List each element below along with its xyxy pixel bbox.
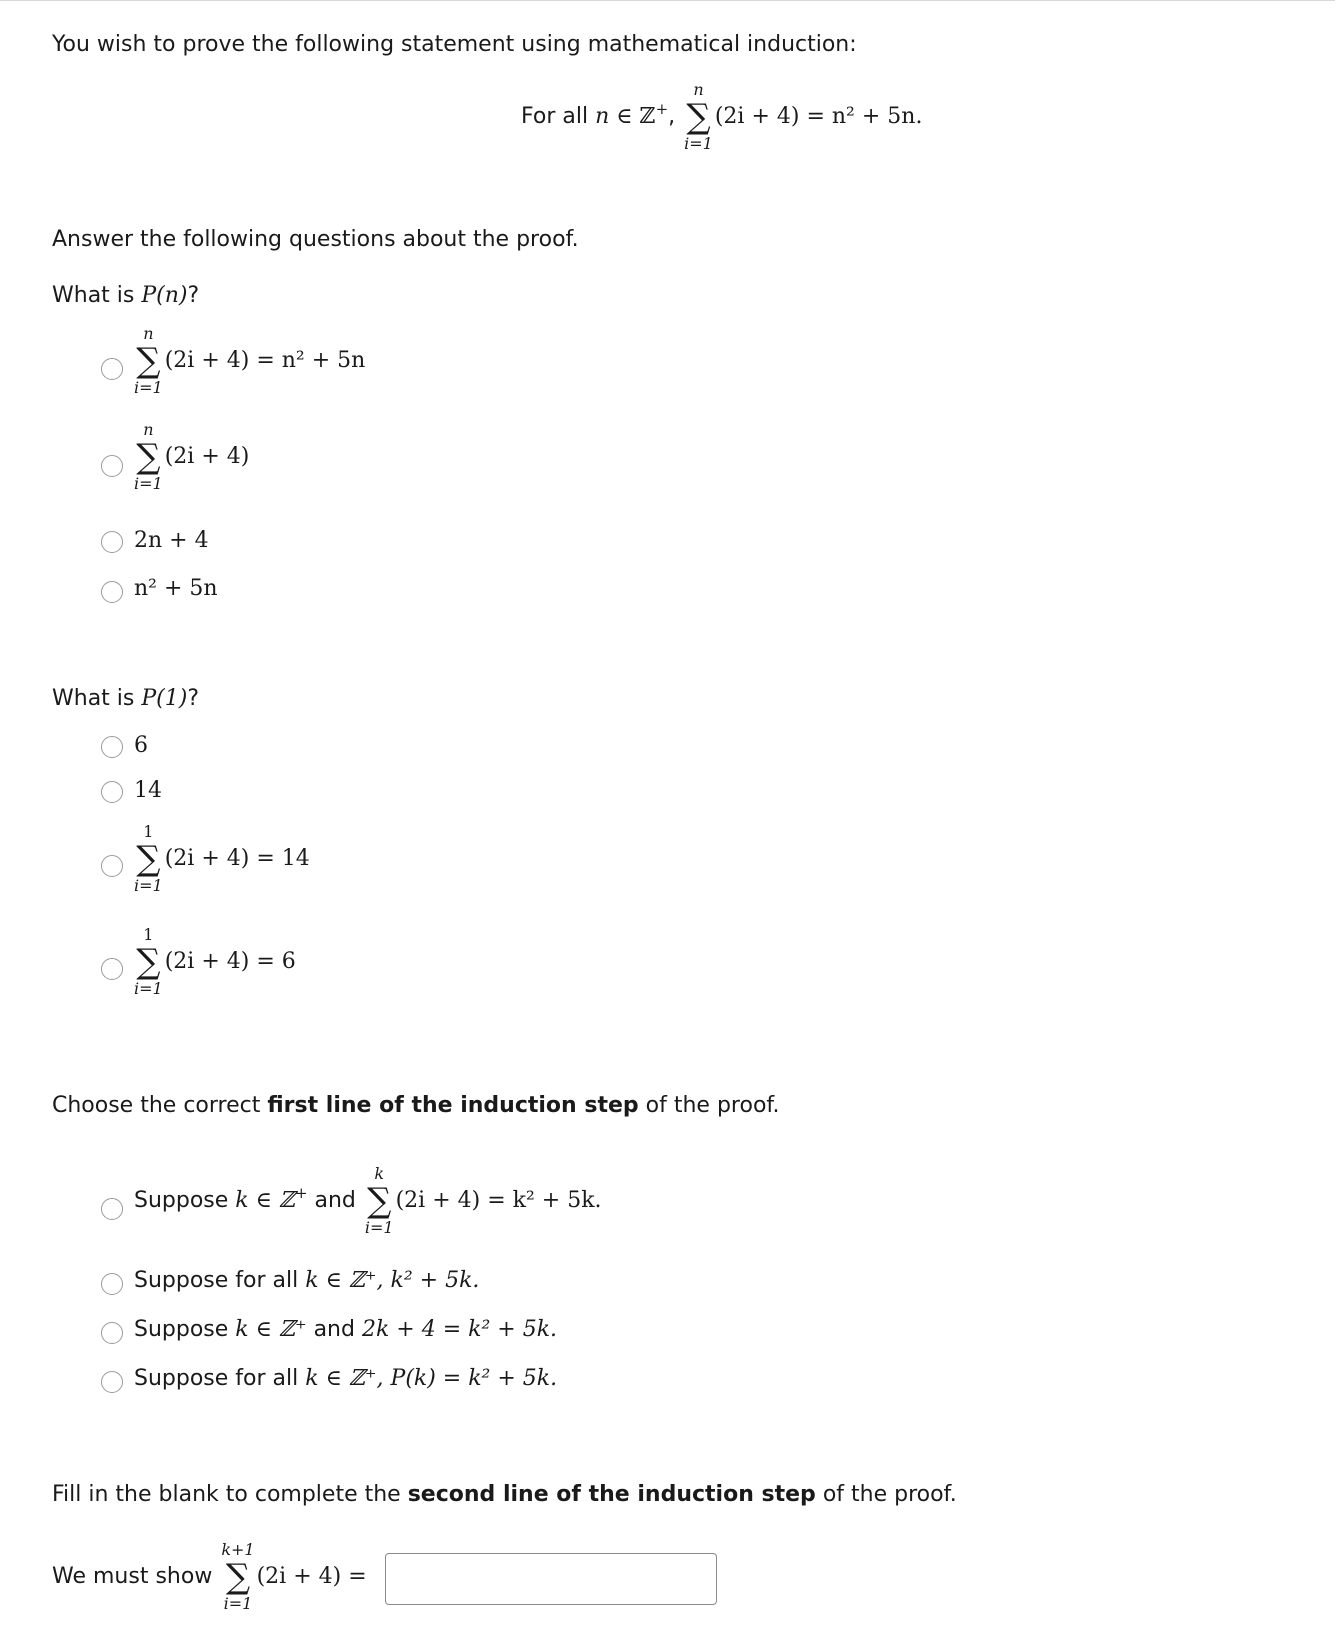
sum-upper: k [374, 1164, 385, 1183]
sigma-icon: ∑ [686, 97, 711, 137]
q3-option-1[interactable] [134, 1166, 602, 1236]
statement-prefix: For all [521, 104, 589, 129]
q3-option-2[interactable] [134, 1268, 479, 1293]
sigma-icon: ∑ [136, 341, 161, 381]
sum-upper: k+1 [221, 1540, 255, 1559]
statement-sup: + [655, 100, 669, 119]
q3-option-3-radio[interactable] [101, 1322, 123, 1344]
q1-option-1-radio[interactable] [101, 358, 123, 380]
q3-option-4[interactable] [134, 1366, 557, 1391]
q1-option-3-radio[interactable] [101, 531, 123, 553]
q1-option-4[interactable]: n² + 5n [134, 576, 218, 601]
sum-lower: i=1 [134, 876, 163, 895]
q4-body: (2i + 4) = [256, 1564, 367, 1589]
q2-prompt-end: ? [187, 686, 200, 711]
q1-option-2-sum [134, 422, 163, 492]
statement-sum [684, 82, 713, 152]
sigma-icon: ∑ [136, 839, 161, 879]
q3-option-2-text: Suppose for all [134, 1268, 299, 1293]
q3-option-1-and: and [314, 1188, 356, 1213]
q3-option-1-text: Suppose [134, 1188, 229, 1213]
q1-option-1[interactable] [132, 326, 365, 396]
q1-option-4-radio[interactable] [101, 581, 123, 603]
sum-lower: i=1 [684, 134, 713, 153]
q3-option-4-radio[interactable] [101, 1371, 123, 1393]
q4-prompt-post: of the proof. [822, 1482, 957, 1507]
q1-prompt-end: ? [187, 283, 200, 308]
sigma-icon: ∑ [225, 1557, 251, 1597]
q1-prompt-math: P(n) [141, 283, 188, 308]
q3-option-1-math: k ∈ ℤ [235, 1188, 295, 1213]
q4-line [52, 1542, 367, 1612]
sigma-icon: ∑ [367, 1181, 392, 1221]
q2-option-4-body: (2i + 4) = 6 [164, 949, 296, 974]
q2-option-3-sum [134, 824, 163, 894]
sum-upper: 1 [143, 925, 154, 944]
q4-answer-input[interactable] [385, 1553, 717, 1605]
q1-option-2-body: (2i + 4) [164, 444, 250, 469]
q2-option-3[interactable] [132, 824, 310, 894]
q2-option-3-radio[interactable] [101, 855, 123, 877]
statement-var: n [595, 104, 610, 129]
q4-prompt-pre: Fill in the blank to complete the [52, 1482, 401, 1507]
sum-upper: n [143, 324, 154, 343]
intro-text: You wish to prove the following statement using mathematical induction: [52, 32, 857, 57]
section-heading: Answer the following questions about the proof. [52, 227, 579, 252]
q3-option-1-sum [365, 1166, 394, 1236]
sigma-icon: ∑ [136, 942, 161, 982]
q2-option-2-radio[interactable] [101, 781, 123, 803]
q2-prompt-text: What is [52, 686, 135, 711]
q2-option-2[interactable]: 14 [134, 778, 162, 803]
q2-option-1[interactable]: 6 [134, 733, 148, 758]
sum-upper: n [693, 80, 704, 99]
sum-lower: i=1 [223, 1594, 253, 1613]
q3-option-2-math: k ∈ ℤ⁺, k² + 5k. [305, 1268, 480, 1293]
q1-option-1-sum [134, 326, 163, 396]
q3-option-3-and: and [313, 1317, 355, 1342]
q2-prompt-math: P(1) [141, 686, 188, 711]
q1-option-1-body: (2i + 4) = n² + 5n [164, 348, 366, 373]
q1-option-3[interactable]: 2n + 4 [134, 528, 209, 553]
q3-option-3-math: k ∈ ℤ⁺ [235, 1317, 307, 1342]
sum-lower: i=1 [134, 474, 163, 493]
statement-comma: , [668, 104, 676, 129]
q2-option-3-body: (2i + 4) = 14 [164, 846, 310, 871]
sum-lower: i=1 [364, 1218, 394, 1237]
q2-prompt [52, 686, 199, 711]
sum-upper: n [143, 420, 154, 439]
q3-option-2-radio[interactable] [101, 1273, 123, 1295]
q3-prompt-post: of the proof. [645, 1093, 780, 1118]
q1-option-2[interactable] [132, 422, 249, 492]
q2-option-4[interactable] [132, 927, 296, 997]
q2-option-4-radio[interactable] [101, 958, 123, 980]
sigma-icon: ∑ [136, 437, 161, 477]
q4-prompt-bold: second line of the induction step [407, 1482, 816, 1507]
q3-option-3[interactable] [134, 1317, 557, 1342]
q4-lead: We must show [52, 1564, 213, 1589]
q4-prompt [52, 1482, 957, 1507]
q2-option-4-sum [134, 927, 163, 997]
sum-upper: 1 [143, 822, 154, 841]
q3-option-3-math-2: 2k + 4 = k² + 5k. [361, 1317, 558, 1342]
statement-summand: (2i + 4) = n² + 5n. [714, 104, 923, 129]
q1-prompt-text: What is [52, 283, 135, 308]
q3-option-1-sup: + [294, 1184, 308, 1203]
q3-prompt [52, 1093, 780, 1118]
top-divider [0, 0, 1335, 1]
q4-sum [221, 1542, 254, 1612]
q3-option-4-math: k ∈ ℤ⁺, P(k) = k² + 5k. [305, 1366, 558, 1391]
q2-option-1-radio[interactable] [101, 736, 123, 758]
sum-lower: i=1 [134, 979, 163, 998]
q3-prompt-bold: first line of the induction step [267, 1093, 639, 1118]
statement [521, 82, 922, 152]
q3-prompt-pre: Choose the correct [52, 1093, 261, 1118]
q3-option-3-text: Suppose [134, 1317, 229, 1342]
sum-lower: i=1 [134, 378, 163, 397]
q3-option-1-radio[interactable] [101, 1198, 123, 1220]
q1-prompt [52, 283, 199, 308]
q1-option-2-radio[interactable] [101, 455, 123, 477]
q3-option-4-text: Suppose for all [134, 1366, 299, 1391]
q3-option-1-math-2: (2i + 4) = k² + 5k. [395, 1188, 602, 1213]
statement-set: ∈ ℤ [616, 104, 656, 129]
